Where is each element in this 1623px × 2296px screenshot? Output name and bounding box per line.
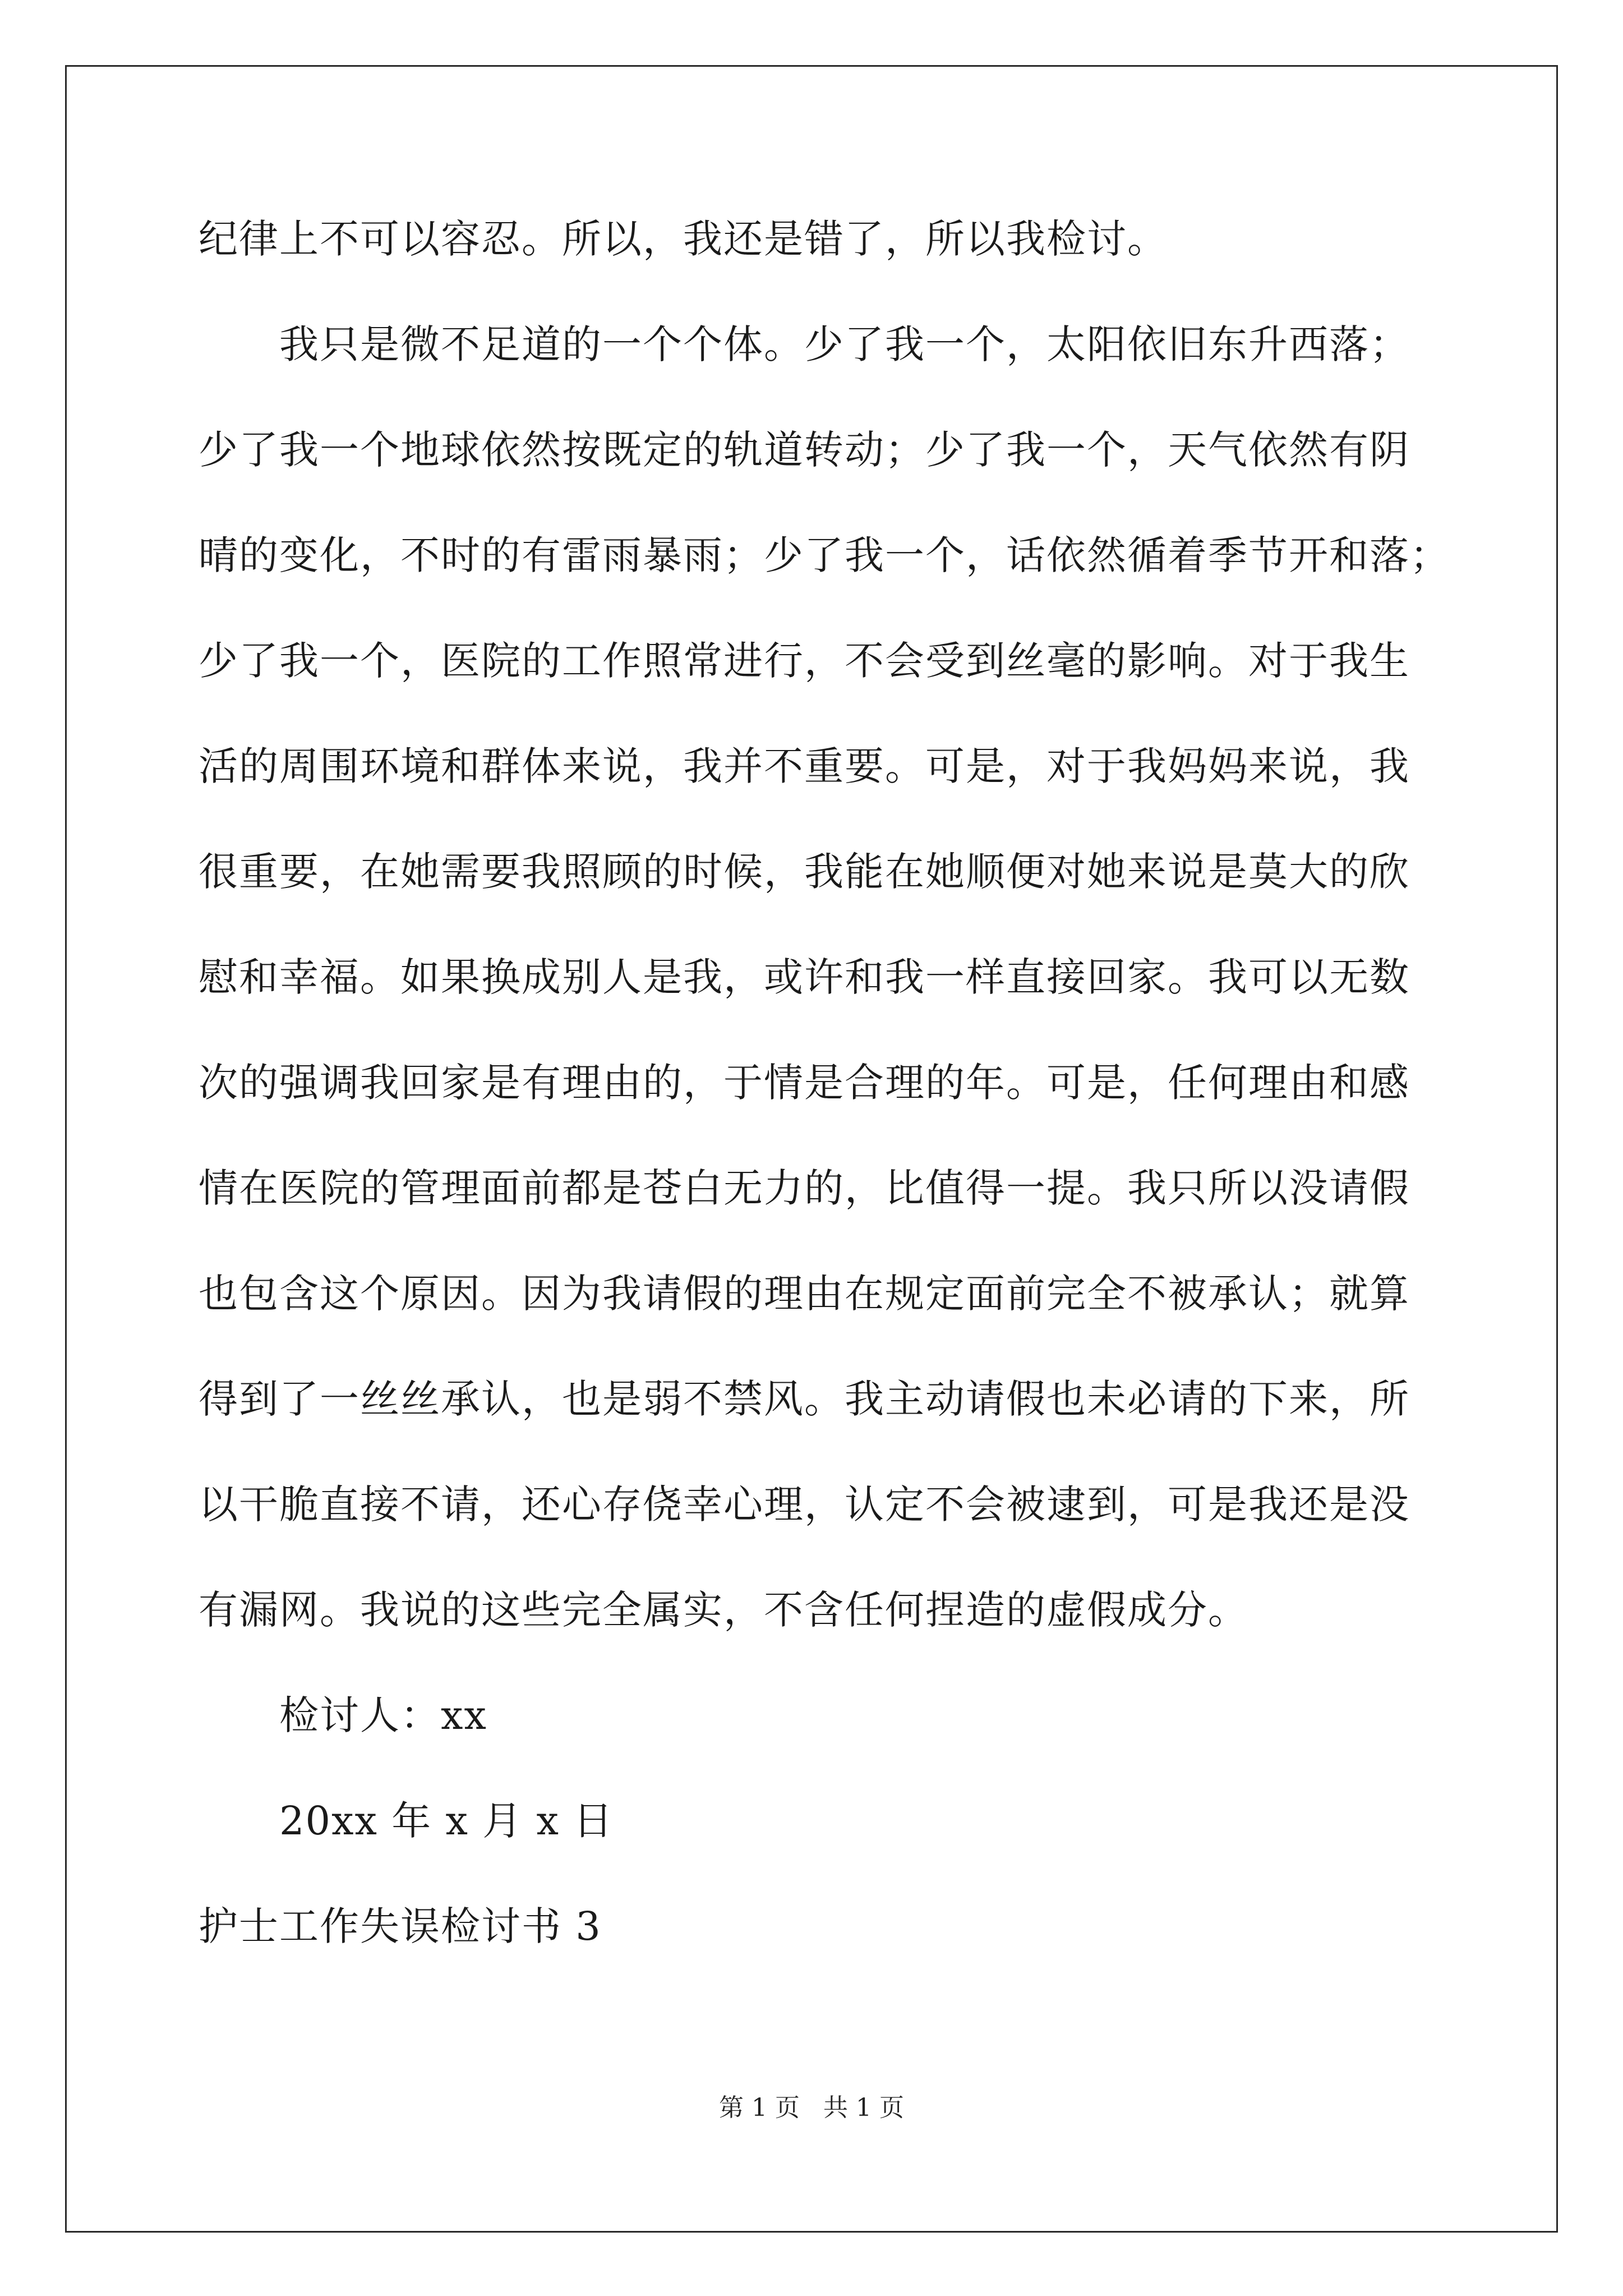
text-line: 纪律上不可以容忍。所以，我还是错了，所以我检讨。 <box>199 216 1168 262</box>
paragraph-first-line: 我只是微不足道的一个个体。少了我一个，太阳依旧东升西落； <box>279 321 1410 367</box>
signature-line: 检讨人：xx <box>279 1692 487 1738</box>
text-line: 有漏网。我说的这些完全属实，不含任何捏造的虚假成分。 <box>199 1587 1248 1633</box>
text-line: 慰和幸福。如果换成别人是我，或许和我一样直接回家。我可以无数 <box>199 954 1410 1000</box>
page-number: 第 1 页 共 1 页 <box>719 2093 904 2122</box>
text-line: 少了我一个，医院的工作照常进行，不会受到丝毫的影响。对于我生 <box>199 638 1410 684</box>
text-line: 晴的变化，不时的有雷雨暴雨；少了我一个，话依然循着季节开和落； <box>199 532 1450 578</box>
section-heading: 护士工作失误检讨书 3 <box>199 1903 602 1949</box>
text-line: 也包含这个原因。因为我请假的理由在规定面前完全不被承认；就算 <box>199 1271 1410 1317</box>
date-line: 20xx 年 x 月 x 日 <box>279 1798 614 1844</box>
text-line: 活的周围环境和群体来说，我并不重要。可是，对于我妈妈来说，我 <box>199 743 1410 789</box>
text-line: 情在医院的管理面前都是苍白无力的，比值得一提。我只所以没请假 <box>199 1165 1410 1211</box>
text-line: 以干脆直接不请，还心存侥幸心理，认定不会被逮到，可是我还是没 <box>199 1481 1410 1527</box>
text-line: 很重要，在她需要我照顾的时候，我能在她顺便对她来说是莫大的欣 <box>199 849 1410 895</box>
text-line: 得到了一丝丝承认，也是弱不禁风。我主动请假也未必请的下来，所 <box>199 1376 1410 1422</box>
text-line: 次的强调我回家是有理由的，于情是合理的年。可是，任何理由和感 <box>199 1060 1410 1106</box>
text-line: 少了我一个地球依然按既定的轨道转动；少了我一个，天气依然有阴 <box>199 427 1410 473</box>
